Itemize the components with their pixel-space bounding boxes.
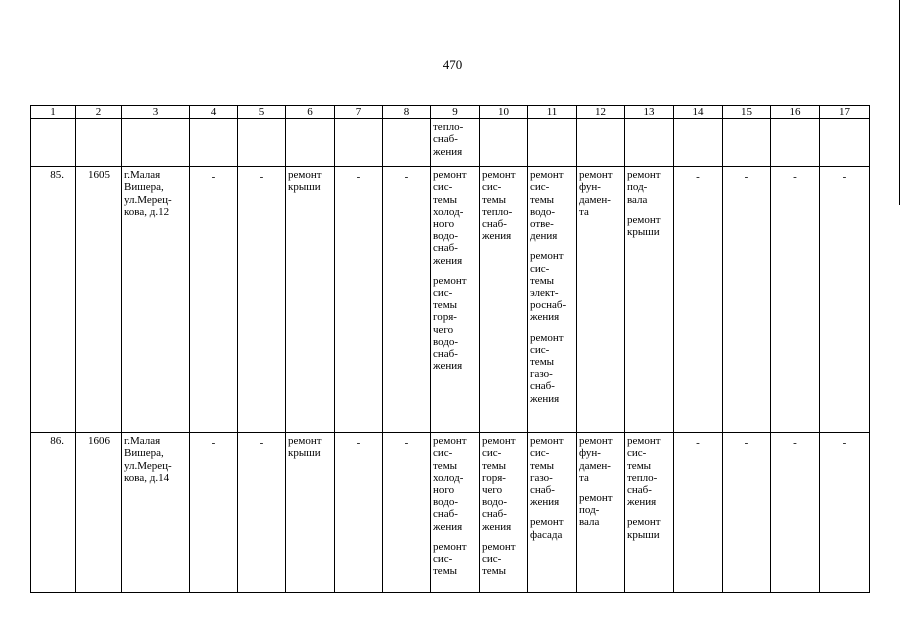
cell-text-line: вала: [579, 516, 600, 529]
cell-text-line: сис-: [530, 181, 550, 194]
cell-text-line: жения: [433, 254, 463, 267]
cell-text-line: сис-: [482, 181, 502, 194]
cell-text-line: ул.Мерец-: [124, 193, 172, 206]
cell-text-line: -: [259, 437, 264, 450]
cell-text-line: -: [793, 171, 797, 184]
cell-text-line: ремонт: [627, 516, 661, 529]
table-cell-col-14: [674, 119, 723, 167]
cell-text-line: крыши: [288, 447, 321, 460]
table-cell-col-9: [431, 119, 480, 167]
cell-text-line: -: [356, 437, 361, 450]
cell-text-line: водо-: [433, 496, 459, 509]
table-cell-col-3: [122, 433, 190, 593]
table-cell-col-13: [625, 167, 674, 433]
cell-text-line: под-: [579, 504, 600, 517]
column-header-3: 3: [122, 106, 190, 119]
cell-text-line: жения: [433, 145, 463, 158]
cell-text-line: сис-: [482, 447, 502, 460]
table-cell-col-5: [238, 167, 286, 433]
work-item: [433, 273, 477, 373]
work-item: [433, 167, 477, 267]
cell-text-line: тепло-: [482, 205, 513, 218]
work-item: [433, 539, 477, 578]
work-item: [530, 433, 574, 508]
cell-text-line: сис-: [530, 343, 550, 356]
table-cell-col-17: [820, 433, 870, 593]
cell-text-line: кова, д.14: [124, 471, 170, 484]
column-header-8: 8: [383, 106, 431, 119]
cell-text-line: ремонт: [530, 169, 564, 182]
cell-text-line: ремонт: [530, 250, 564, 263]
table-cell-col-2: [76, 433, 122, 593]
cell-text-line: ремонт: [627, 213, 661, 226]
table-cell-col-6: [286, 119, 335, 167]
cell-text-line: темы: [530, 274, 555, 287]
cell-text-line: жения: [530, 496, 560, 509]
table-cell-col-10: [480, 167, 528, 433]
cell-text-line: газо-: [530, 471, 553, 484]
cell-text-line: г.Малая: [124, 435, 161, 448]
work-item: [579, 433, 622, 484]
cell-text-line: жения: [530, 392, 560, 405]
cell-text-line: темы: [482, 193, 507, 206]
cell-text-line: жения: [482, 520, 512, 533]
table-cell-col-4: [190, 119, 238, 167]
table-cell-col-5: [238, 119, 286, 167]
cell-text-line: ремонт: [579, 435, 613, 448]
cell-text-line: темы: [482, 459, 507, 472]
cell-text-line: тепло-: [433, 121, 464, 134]
cell-text-line: снаб-: [433, 348, 458, 361]
table-cell-col-16: [771, 433, 820, 593]
cell-text-line: холод-: [433, 205, 464, 218]
table-cell-col-5: [238, 433, 286, 593]
table-cell-col-13: [625, 119, 674, 167]
cell-text-line: дения: [530, 230, 558, 243]
cell-text-line: темы: [433, 459, 458, 472]
cell-text-line: -: [696, 171, 700, 184]
cell-text-line: 1606: [88, 435, 110, 448]
cell-text-line: крыши: [627, 226, 660, 239]
cell-text-line: газо-: [530, 368, 553, 381]
cell-text-line: холод-: [433, 471, 464, 484]
cell-text-line: водо-: [530, 205, 556, 218]
table-cell-col-16: [771, 119, 820, 167]
table-cell-col-9: [431, 167, 480, 433]
column-header-7: 7: [335, 106, 383, 119]
cell-text-line: темы: [482, 565, 507, 578]
cell-text-line: темы: [530, 356, 555, 369]
cell-text-line: снаб-: [530, 484, 555, 497]
header-row: [31, 106, 870, 119]
table-cell-col-10: [480, 119, 528, 167]
table-cell-col-14: [674, 167, 723, 433]
cell-text-line: сис-: [627, 447, 647, 460]
cell-text-line: чего: [482, 484, 503, 497]
cell-text-line: жения: [433, 360, 463, 373]
work-item: [627, 514, 671, 540]
work-item: [627, 167, 671, 206]
work-item: [627, 433, 671, 508]
table-cell-col-14: [674, 433, 723, 593]
table-cell-col-3: [122, 167, 190, 433]
cell-text-line: сис-: [433, 287, 453, 300]
margin-rule: [899, 0, 900, 205]
table-row: [31, 119, 870, 167]
cell-text-line: -: [842, 437, 847, 450]
cell-text-line: сис-: [433, 447, 453, 460]
column-header-13: 13: [625, 106, 674, 119]
table-cell-col-17: [820, 167, 870, 433]
cell-text-line: ремонт: [530, 331, 564, 344]
cell-text-line: снаб-: [433, 242, 458, 255]
table-cell-col-15: [723, 167, 771, 433]
cell-text-line: 1605: [88, 169, 110, 182]
column-header-6: 6: [286, 106, 335, 119]
cell-text-line: -: [842, 171, 847, 184]
table-cell-col-11: [528, 433, 577, 593]
cell-text-line: ремонт: [433, 274, 467, 287]
table-cell-col-12: [577, 167, 625, 433]
cell-text-line: жения: [433, 520, 463, 533]
cell-text-line: та: [579, 205, 589, 218]
work-item: [433, 119, 477, 158]
cell-text-line: ремонт: [530, 435, 564, 448]
table-cell-col-4: [190, 167, 238, 433]
column-header-2: 2: [76, 106, 122, 119]
work-item: [530, 330, 574, 405]
column-header-9: 9: [431, 106, 480, 119]
table-row: [31, 433, 870, 593]
work-item: [530, 167, 574, 242]
repair-program-table: [30, 105, 870, 593]
cell-text-line: темы: [530, 193, 555, 206]
cell-text-line: сис-: [433, 553, 453, 566]
table-cell-col-2: [76, 119, 122, 167]
cell-text-line: сис-: [530, 262, 550, 275]
table-cell-col-8: [383, 119, 431, 167]
cell-text-line: 85.: [50, 169, 64, 182]
cell-text-line: -: [356, 171, 361, 184]
cell-text-line: снаб-: [433, 508, 458, 521]
work-item: [482, 167, 525, 242]
cell-text-line: жения: [482, 230, 512, 243]
cell-text-line: -: [793, 437, 797, 450]
cell-text-line: снаб-: [482, 218, 507, 231]
column-header-4: 4: [190, 106, 238, 119]
table-cell-col-11: [528, 119, 577, 167]
column-header-15: 15: [723, 106, 771, 119]
cell-text-line: сис-: [433, 181, 453, 194]
cell-text-line: элект-: [530, 287, 559, 300]
cell-text-line: крыши: [288, 181, 321, 194]
table-cell-col-2: [76, 167, 122, 433]
table-cell-col-10: [480, 433, 528, 593]
cell-text-line: -: [744, 171, 749, 184]
table-cell-col-8: [383, 433, 431, 593]
cell-text-line: жения: [530, 311, 560, 324]
cell-text-line: ремонт: [627, 435, 661, 448]
column-header-12: 12: [577, 106, 625, 119]
cell-text-line: Вишера,: [124, 181, 164, 194]
cell-text-line: тепло-: [627, 471, 658, 484]
cell-text-line: фун-: [579, 447, 601, 460]
cell-text-line: водо-: [482, 496, 508, 509]
cell-text-line: ремонт: [482, 169, 516, 182]
column-header-16: 16: [771, 106, 820, 119]
work-item: [627, 212, 671, 238]
cell-text-line: -: [259, 171, 264, 184]
work-item: [530, 248, 574, 323]
table-cell-col-4: [190, 433, 238, 593]
work-item: [482, 433, 525, 533]
cell-text-line: ного: [433, 218, 455, 231]
cell-text-line: под-: [627, 181, 648, 194]
table-cell-col-13: [625, 433, 674, 593]
table-cell-col-15: [723, 433, 771, 593]
cell-text-line: ремонт: [482, 540, 516, 553]
cell-text-line: снаб-: [482, 508, 507, 521]
cell-text-line: водо-: [433, 335, 459, 348]
cell-text-line: фасада: [530, 528, 563, 541]
cell-text-line: ремонт: [288, 435, 322, 448]
cell-text-line: сис-: [482, 553, 502, 566]
table-cell-col-7: [335, 119, 383, 167]
cell-text-line: ремонт: [433, 169, 467, 182]
cell-text-line: дамен-: [579, 193, 611, 206]
work-item: [579, 167, 622, 218]
table-cell-col-6: [286, 167, 335, 433]
cell-text-line: темы: [433, 565, 458, 578]
work-item: [433, 433, 477, 533]
column-header-11: 11: [528, 106, 577, 119]
cell-text-line: ного: [433, 484, 455, 497]
cell-text-line: крыши: [627, 528, 660, 541]
cell-text-line: -: [211, 171, 216, 184]
cell-text-line: темы: [530, 459, 555, 472]
cell-text-line: сис-: [530, 447, 550, 460]
cell-text-line: ремонт: [433, 540, 467, 553]
table-cell-col-15: [723, 119, 771, 167]
cell-text-line: роснаб-: [530, 299, 567, 312]
table-cell-col-16: [771, 167, 820, 433]
cell-text-line: темы: [627, 459, 652, 472]
cell-text-line: горя-: [482, 471, 506, 484]
table-cell-col-1: [31, 167, 76, 433]
table-cell-col-6: [286, 433, 335, 593]
cell-text-line: кова, д.12: [124, 205, 170, 218]
cell-text-line: -: [744, 437, 749, 450]
table-cell-col-17: [820, 119, 870, 167]
cell-text-line: та: [579, 471, 589, 484]
cell-text-line: ремонт: [530, 516, 564, 529]
cell-text-line: жения: [627, 496, 657, 509]
work-item: [579, 490, 622, 529]
cell-text-line: снаб-: [433, 133, 458, 146]
table-cell-col-1: [31, 119, 76, 167]
table-row: [31, 167, 870, 433]
column-header-10: 10: [480, 106, 528, 119]
cell-text-line: дамен-: [579, 459, 611, 472]
table-cell-col-7: [335, 433, 383, 593]
cell-text-line: ул.Мерец-: [124, 459, 172, 472]
table-cell-col-7: [335, 167, 383, 433]
cell-text-line: ремонт: [627, 169, 661, 182]
cell-text-line: 86.: [50, 435, 64, 448]
cell-text-line: водо-: [433, 230, 459, 243]
table-cell-col-9: [431, 433, 480, 593]
cell-text-line: горя-: [433, 311, 457, 324]
cell-text-line: г.Малая: [124, 169, 161, 182]
cell-text-line: ремонт: [482, 435, 516, 448]
cell-text-line: ремонт: [288, 169, 322, 182]
cell-text-line: снаб-: [530, 380, 555, 393]
cell-text-line: снаб-: [627, 484, 652, 497]
work-item: [482, 539, 525, 578]
work-item: [530, 514, 574, 540]
cell-text-line: -: [404, 437, 409, 450]
cell-text-line: темы: [433, 299, 458, 312]
cell-text-line: -: [696, 437, 700, 450]
cell-text-line: Вишера,: [124, 447, 164, 460]
table-cell-col-1: [31, 433, 76, 593]
column-header-14: 14: [674, 106, 723, 119]
table-cell-col-3: [122, 119, 190, 167]
cell-text-line: ремонт: [579, 169, 613, 182]
page-number: 470: [442, 57, 463, 72]
table-cell-col-12: [577, 433, 625, 593]
cell-text-line: ремонт: [433, 435, 467, 448]
column-header-17: 17: [820, 106, 870, 119]
cell-text-line: вала: [627, 193, 648, 206]
cell-text-line: темы: [433, 193, 458, 206]
cell-text-line: ремонт: [579, 492, 613, 505]
cell-text-line: чего: [433, 323, 454, 336]
cell-text-line: -: [211, 437, 216, 450]
table-cell-col-12: [577, 119, 625, 167]
column-header-5: 5: [238, 106, 286, 119]
cell-text-line: отве-: [530, 218, 554, 231]
table-cell-col-8: [383, 167, 431, 433]
cell-text-line: фун-: [579, 181, 601, 194]
cell-text-line: -: [404, 171, 409, 184]
table-cell-col-11: [528, 167, 577, 433]
column-header-1: 1: [31, 106, 76, 119]
